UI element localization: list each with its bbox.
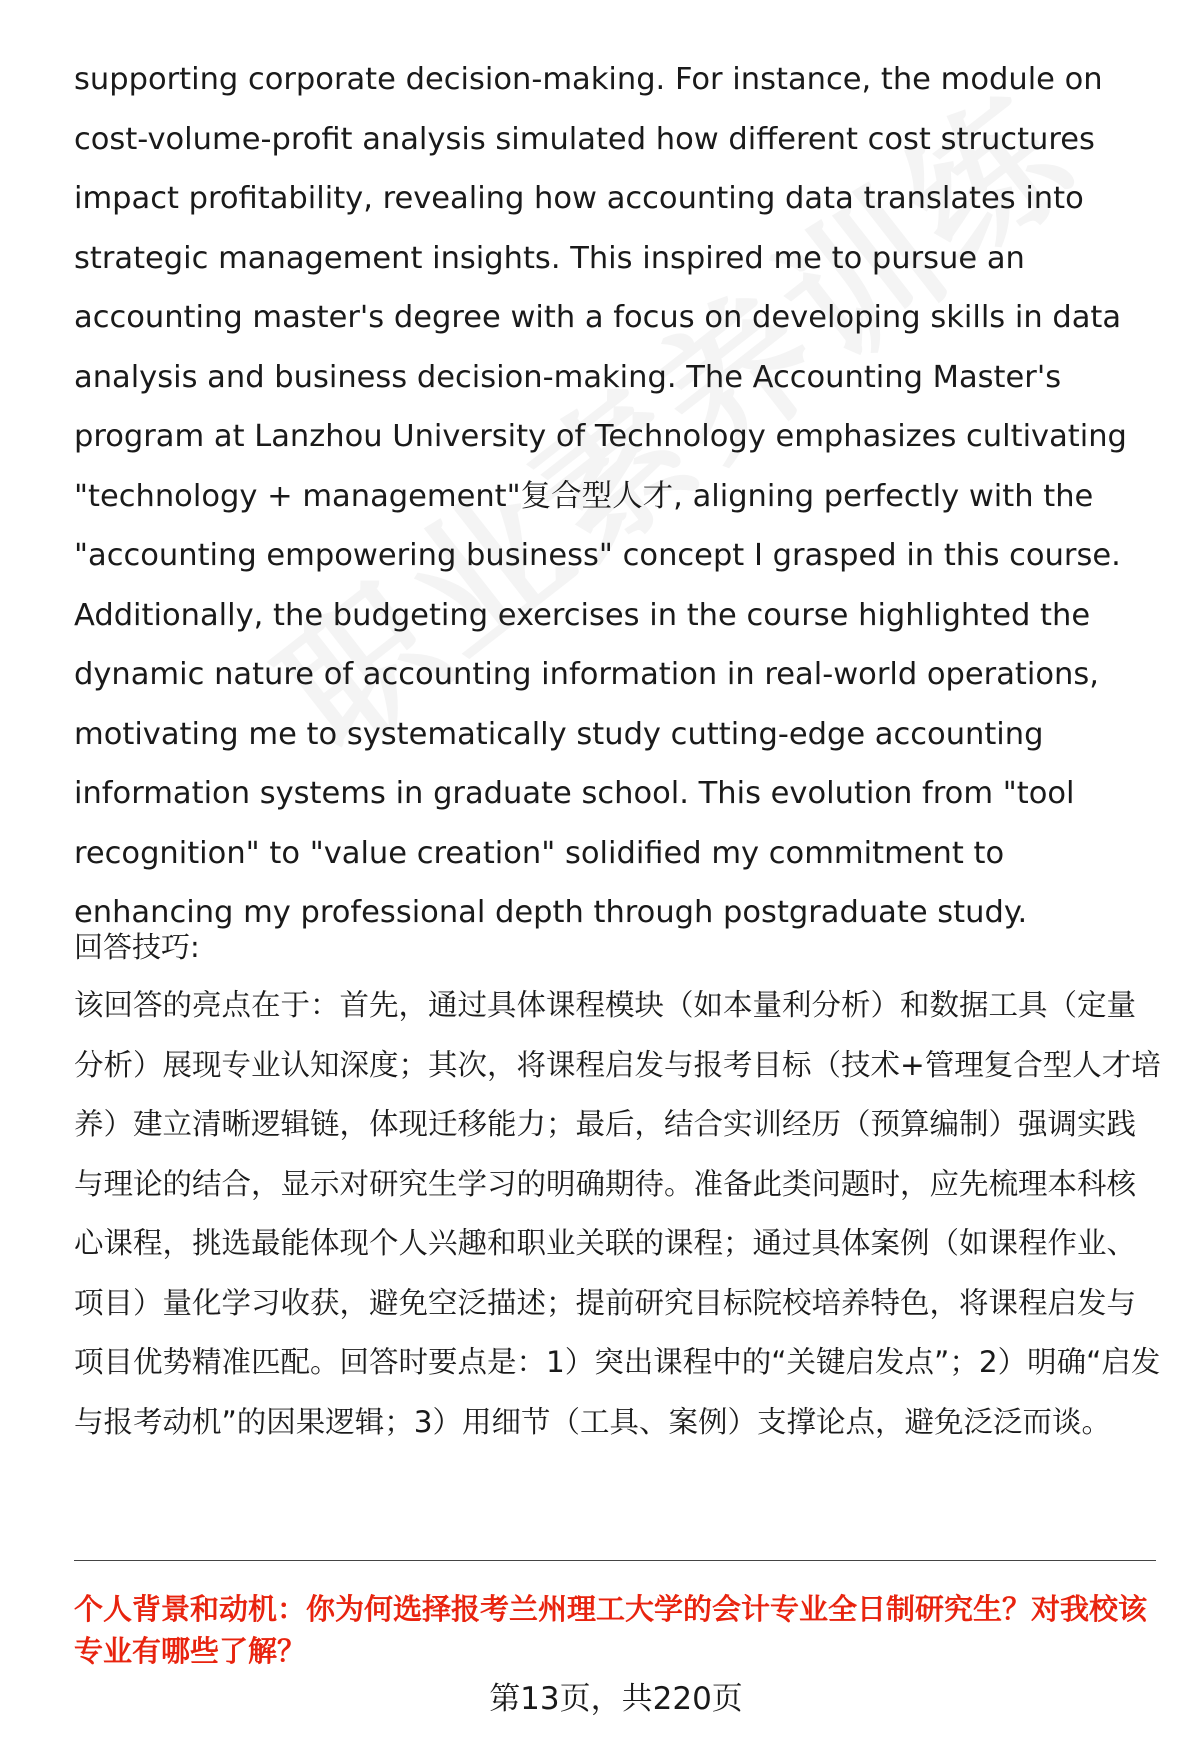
tips-label: 回答技巧:	[74, 930, 200, 964]
next-question-heading: 个人背景和动机：你为何选择报考兰州理工大学的会计专业全日制研究生？对我校该专业有哪些了解？	[74, 1592, 1148, 1668]
answer-paragraph: supporting corporate decision-making. For instance, the module on cost-volume-profit analysis simulated how different cost structures impact profitability, revealing how accounting data translates into strategic management insights. This inspired me to pursue an accounting master's degree with a focus on developing skills in data analysis and business decision-making. The Accounting Master's program at Lanzhou University of Technology emphasizes cultivating "technology + management"复合型人才, aligning perfectly with the "accounting empowering business" concept I grasped in this course. Additionally, the budgeting exercises in the course highlighted the dynamic nature of accounting information in real-world operations, motivating me to systematically study cutting-edge accounting information systems in graduate school. This evolution from "tool recognition" to "value creation" solidified my commitment to enhancing my professional depth through postgraduate study.	[74, 62, 1127, 930]
section-divider	[74, 1560, 1156, 1561]
page-number: 第13页，共220页	[489, 1681, 743, 1717]
tips-paragraph: 该回答的亮点在于：首先，通过具体课程模块（如本量利分析）和数据工具（定量分析）展现专业认知深度；其次，将课程启发与报考目标（技术+管理复合型人才培养）建立清晰逻辑链，体现迁移能力；最后，结合实训经历（预算编制）强调实践与理论的结合，显示对研究生学习的明确期待。准备此类问题时，应先梳理本科核心课程，挑选最能体现个人兴趣和职业关联的课程；通过具体案例（如课程作业、项目）量化学习收获，避免空泛描述；提前研究目标院校培养特色，将课程启发与项目优势精准匹配。回答时要点是：1）突出课程中的“关键启发点”；2）明确“启发与报考动机”的因果逻辑；3）用细节（工具、案例）支撑论点，避免泛泛而谈。	[74, 988, 1161, 1439]
